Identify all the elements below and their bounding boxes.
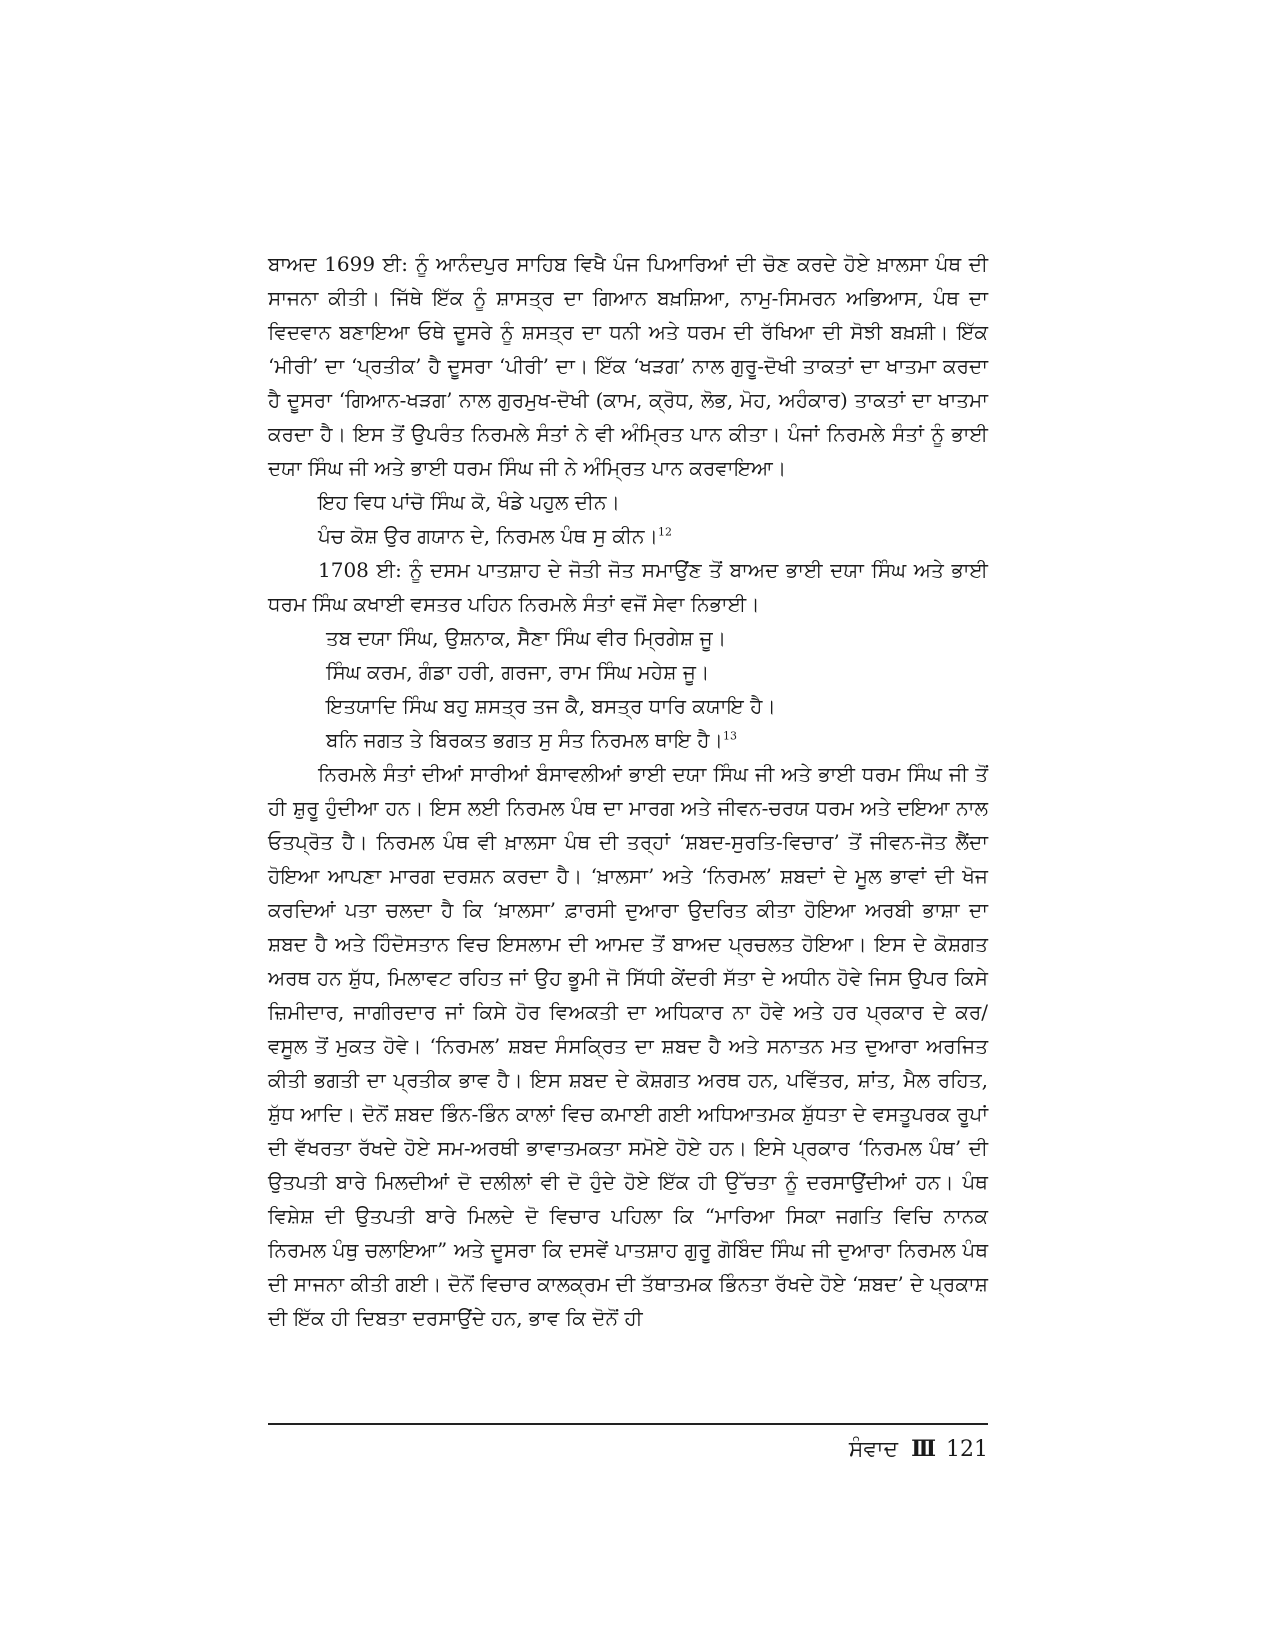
verse-line: ਪੰਚ ਕੋਸ਼ ਉਰ ਗਯਾਨ ਦੇ, ਨਿਰਮਲ ਪੰਥ ਸੁ ਕੀਨ।$^{12}$ xyxy=(318,524,673,548)
journal-name: ਸੰਵਾਦ xyxy=(848,1437,899,1462)
paragraph-1: ਬਾਅਦ 1699 ਈ: ਨੂੰ ਆਨੰਦਪੁਰ ਸਾਹਿਬ ਵਿਖੈ ਪੰਜ ਪਿਆਰਿਆਂ ਦੀ ਚੋਣ ਕਰਦੇ ਹੋਏ ਖ਼ਾਲਸਾ ਪੰਥ ਦੀ ਸਾਜਨਾ ਕੀਤੀ। ਜਿੱਥੇ ਇੱਕ ਨੂੰ ਸ਼ਾਸਤ੍ਰ ਦਾ ਗਿਆਨ ਬਖ਼ਸ਼ਿਆ, ਨਾਮੁ-ਸਿਮਰਨ ਅਭਿਆਸ, ਪੰਥ ਦਾ ਵਿਦਵਾਨ ਬਣਾਇਆ ਓਥੇ ਦੂਸਰੇ ਨੂੰ ਸ਼ਸਤ੍ਰ ਦਾ ਧਨੀ ਅਤੇ ਧਰਮ ਦੀ ਰੱਖਿਆ ਦੀ ਸੋਝੀ ਬਖ਼ਸ਼ੀ। ਇੱਕ ‘ਮੀਰੀ’ ਦਾ ‘ਪ੍ਰਤੀਕ’ ਹੈ ਦੂਸਰਾ ‘ਪੀਰੀ’ ਦਾ। ਇੱਕ ‘ਖੜਗ’ ਨਾਲ ਗੁਰੂ-ਦੋਖੀ ਤਾਕਤਾਂ ਦਾ ਖਾਤਮਾ ਕਰਦਾ ਹੈ ਦੂਸਰਾ ‘ਗਿਆਨ-ਖੜਗ’ ਨਾਲ ਗੁਰਮੁਖ-ਦੋਖੀ (ਕਾਮ, ਕ੍ਰੋਧ, ਲੋਭ, ਮੋਹ, ਅਹੰਕਾਰ) ਤਾਕਤਾਂ ਦਾ ਖਾਤਮਾ ਕਰਦਾ ਹੈ। ਇਸ ਤੋਂ ਉਪਰੰਤ ਨਿਰਮਲੇ ਸੰਤਾਂ ਨੇ ਵੀ ਅੰਮ੍ਰਿਤ ਪਾਨ ਕੀਤਾ। ਪੰਜਾਂ ਨਿਰਮਲੇ ਸੰਤਾਂ ਨੂੰ ਭਾਈ ਦਯਾ ਸਿੰਘ ਜੀ ਅਤੇ ਭਾਈ ਧਰਮ ਸਿੰਘ ਜੀ ਨੇ ਅੰਮ੍ਰਿਤ ਪਾਨ ਕਰਵਾਇਆ। xyxy=(268,252,988,480)
footnote-ref[interactable]: 13 xyxy=(722,729,737,743)
verse-line: ਤਬ ਦਯਾ ਸਿੰਘ, ਉਸ਼ਨਾਕ, ਸੈਣਾ ਸਿੰਘ ਵੀਰ ਮ੍ਰਿਗੇਸ਼ ਜੂ। xyxy=(326,626,727,650)
verse-block-1 xyxy=(268,485,988,553)
paragraph-2: 1708 ਈ: ਨੂੰ ਦਸਮ ਪਾਤਸ਼ਾਹ ਦੇ ਜੋਤੀ ਜੋਤ ਸਮਾਉਂਣ ਤੋਂ ਬਾਅਦ ਭਾਈ ਦਯਾ ਸਿੰਘ ਅਤੇ ਭਾਈ ਧਰਮ ਸਿੰਘ ਕਖਾਈ ਵਸਤਰ ਪਹਿਨ ਨਿਰਮਲੇ ਸੰਤਾਂ ਵਜੋਂ ਸੇਵਾ ਨਿਭਾਈ। xyxy=(268,558,988,616)
footnote-ref[interactable]: 12 xyxy=(658,525,673,539)
body-text xyxy=(268,247,988,1335)
verse-line: ਸਿੰਘ ਕਰਮ, ਗੰਡਾ ਹਰੀ, ਗਰਜਾ, ਰਾਮ ਸਿੰਘ ਮਹੇਸ਼ ਜੂ। xyxy=(326,660,710,684)
verse-block-2 xyxy=(268,621,988,757)
verse-line: ਇਹ ਵਿਧ ਪਾਂਚੋ ਸਿੰਘ ਕੋ, ਖੰਡੇ ਪਹੁਲ ਦੀਨ। xyxy=(318,490,621,514)
paragraph-3: ਨਿਰਮਲੇ ਸੰਤਾਂ ਦੀਆਂ ਸਾਰੀਆਂ ਬੰਸਾਵਲੀਆਂ ਭਾਈ ਦਯਾ ਸਿੰਘ ਜੀ ਅਤੇ ਭਾਈ ਧਰਮ ਸਿੰਘ ਜੀ ਤੋਂ ਹੀ ਸ਼ੁਰੂ ਹੁੰਦੀਆ ਹਨ। ਇਸ ਲਈ ਨਿਰਮਲ ਪੰਥ ਦਾ ਮਾਰਗ ਅਤੇ ਜੀਵਨ-ਚਰਯ ਧਰਮ ਅਤੇ ਦਇਆ ਨਾਲ ਓਤਪ੍ਰੋਤ ਹੈ। ਨਿਰਮਲ ਪੰਥ ਵੀ ਖ਼ਾਲਸਾ ਪੰਥ ਦੀ ਤਰ੍ਹਾਂ ‘ਸ਼ਬਦ-ਸੁਰਤਿ-ਵਿਚਾਰ’ ਤੋਂ ਜੀਵਨ-ਜੋਤ ਲੈਂਦਾ ਹੋਇਆ ਆਪਣਾ ਮਾਰਗ ਦਰਸ਼ਨ ਕਰਦਾ ਹੈ। ‘ਖ਼ਾਲਸਾ’ ਅਤੇ ‘ਨਿਰਮਲ’ ਸ਼ਬਦਾਂ ਦੇ ਮੂਲ ਭਾਵਾਂ ਦੀ ਖੋਜ ਕਰਦਿਆਂ ਪਤਾ ਚਲਦਾ ਹੈ ਕਿ ‘ਖ਼ਾਲਸਾ’ ਫ਼ਾਰਸੀ ਦੁਆਰਾ ਉਦਰਿਤ ਕੀਤਾ ਹੋਇਆ ਅਰਬੀ ਭਾਸ਼ਾ ਦਾ ਸ਼ਬਦ ਹੈ ਅਤੇ ਹਿੰਦੋਸਤਾਨ ਵਿਚ ਇਸਲਾਮ ਦੀ ਆਮਦ ਤੋਂ ਬਾਅਦ ਪ੍ਰਚਲਤ ਹੋਇਆ। ਇਸ ਦੇ ਕੋਸ਼ਗਤ ਅਰਥ ਹਨ ਸ਼ੁੱਧ, ਮਿਲਾਵਟ ਰਹਿਤ ਜਾਂ ਉਹ ਭੂਮੀ ਜੋ ਸਿੱਧੀ ਕੇਂਦਰੀ ਸੱਤਾ ਦੇ ਅਧੀਨ ਹੋਵੇ ਜਿਸ ਉਪਰ ਕਿਸੇ ਜ਼ਿਮੀਦਾਰ, ਜਾਗੀਰਦਾਰ ਜਾਂ ਕਿਸੇ ਹੋਰ ਵਿਅਕਤੀ ਦਾ ਅਧਿਕਾਰ ਨਾ ਹੋਵੇ ਅਤੇ ਹਰ ਪ੍ਰਕਾਰ ਦੇ ਕਰ/ਵਸੂਲ ਤੋਂ ਮੁਕਤ ਹੋਵੇ। ‘ਨਿਰਮਲ’ ਸ਼ਬਦ ਸੰਸਕ੍ਰਿਤ ਦਾ ਸ਼ਬਦ ਹੈ ਅਤੇ ਸਨਾਤਨ ਮਤ ਦੁਆਰਾ ਅਰਜਿਤ ਕੀਤੀ ਭਗਤੀ ਦਾ ਪ੍ਰਤੀਕ ਭਾਵ ਹੈ। ਇਸ ਸ਼ਬਦ ਦੇ ਕੋਸ਼ਗਤ ਅਰਥ ਹਨ, ਪਵਿੱਤਰ, ਸ਼ਾਂਤ, ਮੈਲ ਰਹਿਤ, ਸ਼ੁੱਧ ਆਦਿ। ਦੋਨੋਂ ਸ਼ਬਦ ਭਿੰਨ-ਭਿੰਨ ਕਾਲਾਂ ਵਿਚ ਕਮਾਈ ਗਈ ਅਧਿਆਤਮਕ ਸ਼ੁੱਧਤਾ ਦੇ ਵਸਤੂਪਰਕ ਰੂਪਾਂ ਦੀ ਵੱਖਰਤਾ ਰੱਖਦੇ ਹੋਏ ਸਮ-ਅਰਥੀ ਭਾਵਾਤਮਕਤਾ ਸਮੋਏ ਹੋਏ ਹਨ। ਇਸੇ ਪ੍ਰਕਾਰ ‘ਨਿਰਮਲ ਪੰਥ’ ਦੀ ਉਤਪਤੀ ਬਾਰੇ ਮਿਲਦੀਆਂ ਦੋ ਦਲੀਲਾਂ ਵੀ ਦੋ ਹੁੰਦੇ ਹੋਏ ਇੱਕ ਹੀ ਉੱਚਤਾ ਨੂੰ ਦਰਸਾਉਂਦੀਆਂ ਹਨ। ਪੰਥ ਵਿਸ਼ੇਸ਼ ਦੀ ਉਤਪਤੀ ਬਾਰੇ ਮਿਲਦੇ ਦੋ ਵਿਚਾਰ ਪਹਿਲਾ ਕਿ “ਮਾਰਿਆ ਸਿਕਾ ਜਗਤਿ ਵਿਚਿ ਨਾਨਕ ਨਿਰਮਲ ਪੰਥੁ ਚਲਾਇਆ” ਅਤੇ ਦੂਸਰਾ ਕਿ ਦਸਵੇਂ ਪਾਤਸ਼ਾਹ ਗੁਰੂ ਗੋਬਿੰਦ ਸਿੰਘ ਜੀ ਦੁਆਰਾ ਨਿਰਮਲ ਪੰਥ ਦੀ ਸਾਜਨਾ ਕੀਤੀ ਗਈ। ਦੋਨੋਂ ਵਿਚਾਰ ਕਾਲਕ੍ਰਮ ਦੀ ਤੱਥਾਤਮਕ ਭਿੰਨਤਾ ਰੱਖਦੇ ਹੋਏ ‘ਸ਼ਬਦ’ ਦੇ ਪ੍ਰਕਾਸ਼ ਦੀ ਇੱਕ ਹੀ ਦਿਬਤਾ ਦਰਸਾਉਂਦੇ ਹਨ, ਭਾਵ ਕਿ ਦੋਨੋਂ ਹੀ xyxy=(268,762,988,1330)
page-number: 121 xyxy=(946,1437,988,1462)
verse-line: ਬਨਿ ਜਗਤ ਤੇ ਬਿਰਕਤ ਭਗਤ ਸੁ ਸੰਤ ਨਿਰਮਲ ਥਾਇ ਹੈ।$^{13}$ xyxy=(326,728,737,752)
footer-divider xyxy=(268,1423,988,1425)
verse-line: ਇਤਯਾਦਿ ਸਿੰਘ ਬਹੁ ਸ਼ਸਤ੍ਰ ਤਜ ਕੈ, ਬਸਤ੍ਰ ਧਾਰਿ ਕਯਾਇ ਹੈ। xyxy=(326,694,776,718)
footer-separator: III xyxy=(911,1436,933,1462)
page-footer xyxy=(268,1432,988,1467)
